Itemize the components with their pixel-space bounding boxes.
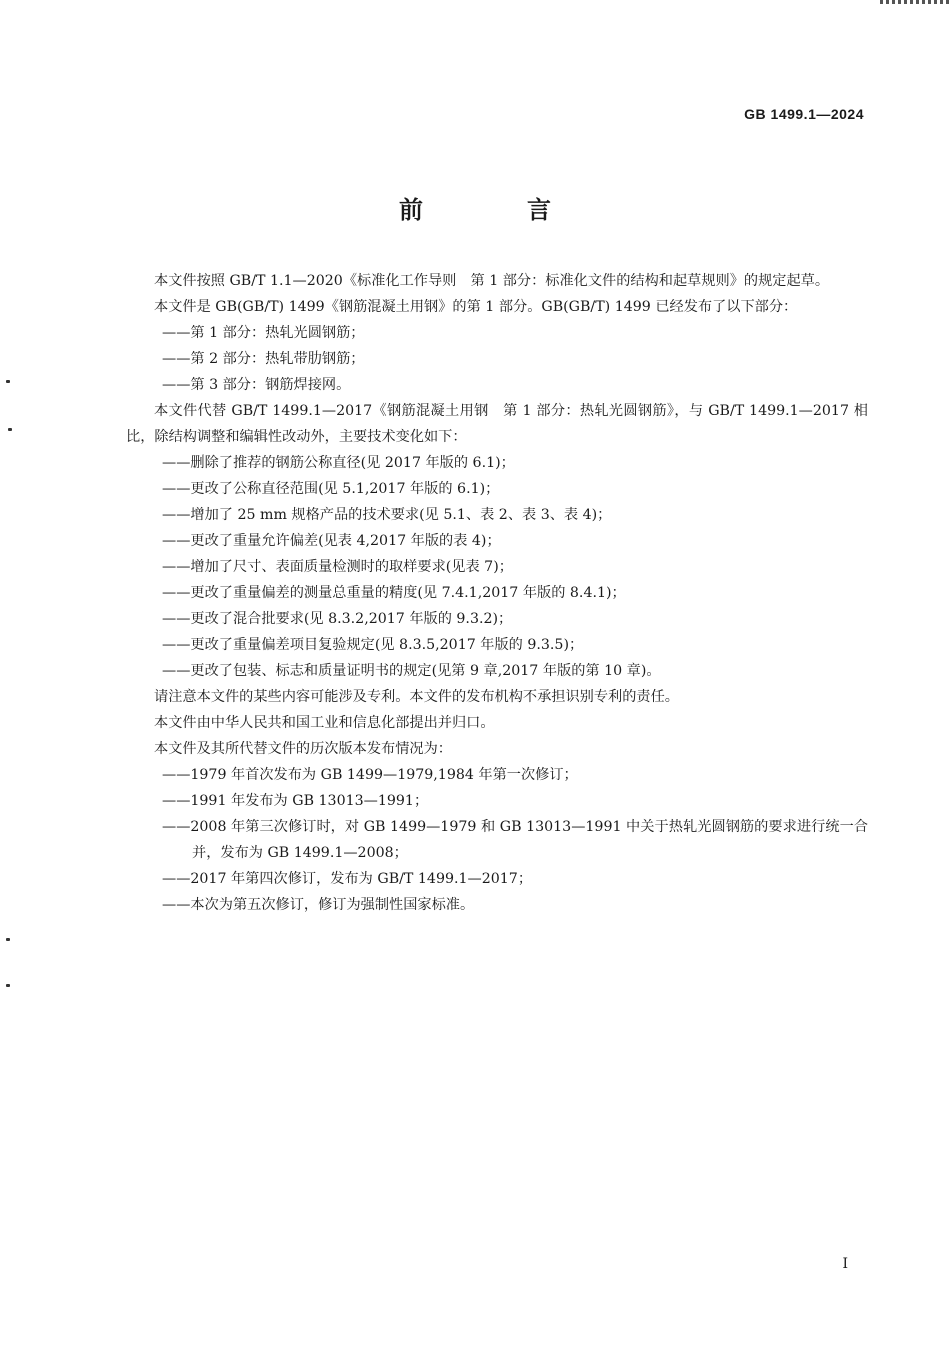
paragraph: 本文件及其所代替文件的历次版本发布情况为： [154,741,452,757]
list-item: ——2008 年第三次修订时，对 GB 1499—1979 和 GB 13013—1991 中关于热轧光圆钢筋的要求进行统一合并，发布为 GB 1499.1—2008； [162,819,868,861]
list-item: ——更改了公称直径范围(见 5.1,2017 年版的 6.1)； [162,481,500,497]
list-item: ——第 3 部分：钢筋焊接网。 [162,377,351,393]
list-item: ——1979 年首次发布为 GB 1499—1979,1984 年第一次修订； [162,767,578,783]
list-item: ——删除了推荐的钢筋公称直径(见 2017 年版的 6.1)； [162,455,515,471]
list-item: ——更改了重量偏差项目复验规定(见 8.3.5,2017 年版的 9.3.5)； [162,637,584,653]
list-item: ——更改了包装、标志和质量证明书的规定(见第 9 章,2017 年版的第 10 章)。 [162,663,661,679]
list-item: ——更改了重量允许偏差(见表 4,2017 年版的表 4)； [162,533,501,549]
list-item: ——更改了混合批要求(见 8.3.2,2017 年版的 9.3.2)； [162,611,513,627]
page-number: I [842,1256,848,1272]
paragraph: 本文件代替 GB/T 1499.1—2017《钢筋混凝土用钢 第 1 部分：热轧光圆钢筋》，与 GB/T 1499.1—2017 相比，除结构调整和编辑性改动外，主要技术变化如下： [126,403,868,445]
paragraph: 本文件按照 GB/T 1.1—2020《标准化工作导则 第 1 部分：标准化文件的结构和起草规则》的规定起草。 [154,273,830,289]
scan-speck [6,984,10,987]
scan-speck [6,380,10,383]
scan-edge-mark [880,0,950,4]
list-item: ——增加了 25 mm 规格产品的技术要求(见 5.1、表 2、表 3、表 4)； [162,507,612,523]
list-item: ——第 1 部分：热轧光圆钢筋； [162,325,365,341]
list-item: ——本次为第五次修订，修订为强制性国家标准。 [162,897,475,913]
paragraph: 本文件是 GB(GB/T) 1499《钢筋混凝土用钢》的第 1 部分。GB(GB/T) 1499 已经发布了以下部分： [154,299,798,315]
preface-body [126,268,868,918]
paragraph: 请注意本文件的某些内容可能涉及专利。本文件的发布机构不承担识别专利的责任。 [154,689,679,705]
paragraph: 本文件由中华人民共和国工业和信息化部提出并归口。 [154,715,495,731]
list-item: ——更改了重量偏差的测量总重量的精度(见 7.4.1,2017 年版的 8.4.1)； [162,585,626,601]
scan-speck [8,428,12,431]
scan-speck [6,938,10,941]
page-title: 前 言 [399,196,591,224]
list-item: ——增加了尺寸、表面质量检测时的取样要求(见表 7)； [162,559,513,575]
list-item: ——第 2 部分：热轧带肋钢筋； [162,351,365,367]
document-code: GB 1499.1—2024 [744,106,864,122]
list-item: ——2017 年第四次修订，发布为 GB/T 1499.1—2017； [162,871,533,887]
list-item: ——1991 年发布为 GB 13013—1991； [162,793,429,809]
